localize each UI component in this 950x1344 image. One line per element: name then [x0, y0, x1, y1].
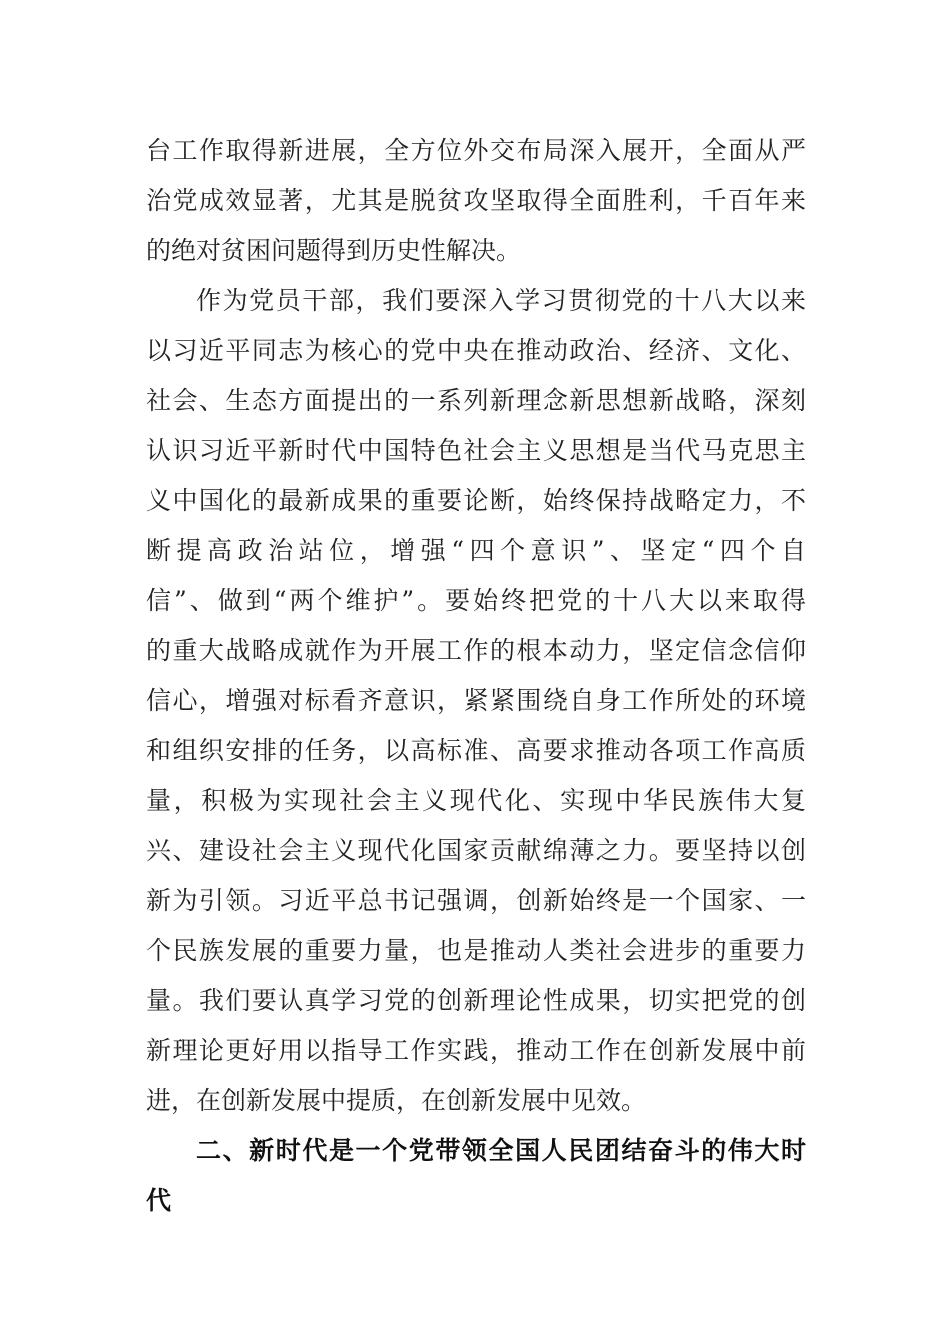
text-line: 新为引领。习近平总书记强调，创新始终是一个国家、一: [146, 886, 806, 915]
text-line: 进，在创新发展中提质，在创新发展中见效。: [146, 1086, 647, 1115]
text-line: 以习近平同志为核心的党中央在推动政治、经济、文化、: [146, 336, 806, 365]
text-line: 信心，增强对标看齐意识，紧紧围绕自身工作所处的环境: [146, 686, 806, 715]
heading-line: 二、新时代是一个党带领全国人民团结奋斗的伟大时: [196, 1136, 806, 1165]
text-line: 社会、生态方面提出的一系列新理念新思想新战略，深刻: [146, 386, 806, 415]
text-line: 量。我们要认真学习党的创新理论性成果，切实把党的创: [146, 986, 806, 1015]
text-line: 台工作取得新进展，全方位外交布局深入展开，全面从严: [146, 136, 806, 165]
text-line: 新理论更好用以指导工作实践，推动工作在创新发展中前: [146, 1036, 806, 1065]
text-line: 的绝对贫困问题得到历史性解决。: [146, 236, 522, 265]
text-line: 治党成效显著，尤其是脱贫攻坚取得全面胜利，千百年来: [146, 186, 806, 215]
paragraph-party-members: [146, 276, 806, 1126]
text-line: 和组织安排的任务，以高标准、高要求推动各项工作高质: [146, 736, 806, 765]
text-line: 认识习近平新时代中国特色社会主义思想是当代马克思主: [146, 436, 806, 465]
text-line: 的重大战略成就作为开展工作的根本动力，坚定信念信仰: [146, 636, 806, 665]
text-line: 信”、做到“两个维护”。要始终把党的十八大以来取得: [146, 586, 806, 615]
text-line: 兴、建设社会主义现代化国家贡献绵薄之力。要坚持以创: [146, 836, 806, 865]
text-line: 义中国化的最新成果的重要论断，始终保持战略定力，不: [146, 486, 806, 515]
text-line: 作为党员干部，我们要深入学习贯彻党的十八大以来: [196, 286, 806, 315]
paragraph-continued: [146, 126, 806, 276]
section-heading: [146, 1126, 806, 1226]
document-body: [146, 126, 806, 1226]
text-line: 量，积极为实现社会主义现代化、实现中华民族伟大复: [146, 786, 806, 815]
text-line: 断提高政治站位，增强“四个意识”、坚定“四个自: [146, 536, 806, 565]
heading-line: 代: [146, 1186, 172, 1215]
text-line: 个民族发展的重要力量，也是推动人类社会进步的重要力: [146, 936, 806, 965]
